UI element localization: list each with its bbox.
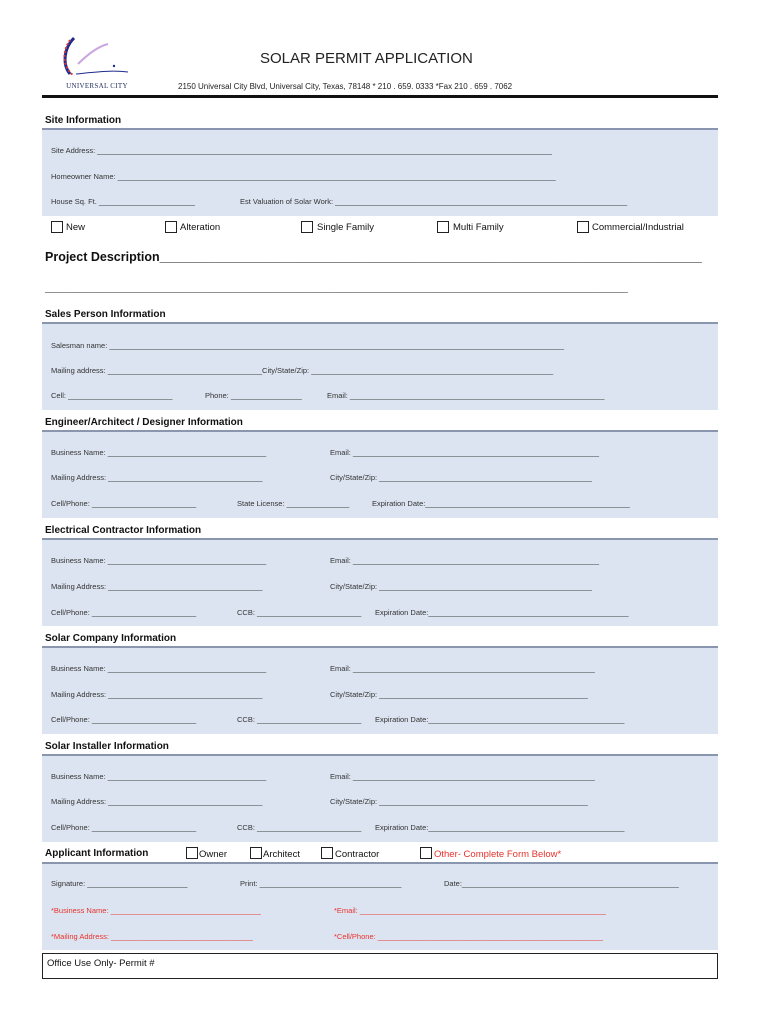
engineer-cell-phone-field[interactable]: Cell/Phone: _________________________ xyxy=(51,499,197,508)
city-address: 2150 Universal City Blvd, Universal City, Texas, 78148 * 210 . 659. 0333 *Fax 210 . 659 . 7062 xyxy=(178,82,513,91)
sales-mailing-address-field[interactable]: Mailing address: _____________________________________City/State/Zip: __________________________________________________________ xyxy=(51,366,554,375)
print-name-field[interactable]: Print: __________________________________ xyxy=(240,879,402,888)
engineer-business-name-field[interactable]: Business Name: ______________________________________ xyxy=(51,448,267,457)
engineer-city-state-zip-field[interactable]: City/State/Zip: ___________________________________________________ xyxy=(330,473,592,482)
engineer-expiration-date-field[interactable]: Expiration Date:_________________________________________________ xyxy=(372,499,630,508)
project-description-line-2[interactable]: ___________________________________________________________________________________________________________________________________ xyxy=(45,284,628,293)
engineer-mailing-address-field[interactable]: Mailing Address: _____________________________________ xyxy=(51,473,263,482)
solar-company-city-state-zip-field[interactable]: City/State/Zip: __________________________________________________ xyxy=(330,690,588,699)
salesman-name-field[interactable]: Salesman name: _____________________________________________________________________________________________________________ xyxy=(51,341,565,350)
solar-installer-city-state-zip-field[interactable]: City/State/Zip: __________________________________________________ xyxy=(330,797,588,806)
commercial-industrial-checkbox-label: Commercial/Industrial xyxy=(592,222,684,233)
date-field[interactable]: Date:____________________________________________________ xyxy=(444,879,679,888)
solar-company-cell-phone-field[interactable]: Cell/Phone: _________________________ xyxy=(51,715,197,724)
engineer-email-field[interactable]: Email: ___________________________________________________________ xyxy=(330,448,600,457)
applicant-business-name-field[interactable]: *Business Name: ____________________________________ xyxy=(51,906,261,915)
site-address-field[interactable]: Site Address: _____________________________________________________________________________________________________________ xyxy=(51,146,552,155)
sales-phone-field[interactable]: Phone: _________________ xyxy=(205,391,302,400)
homeowner-name-field[interactable]: Homeowner Name: _________________________________________________________________________________________________________ xyxy=(51,172,556,181)
electrical-expiration-date-field[interactable]: Expiration Date:________________________________________________ xyxy=(375,608,629,617)
signature-field[interactable]: Signature: ________________________ xyxy=(51,879,188,888)
solar-installer-ccb-field[interactable]: CCB: _________________________ xyxy=(237,823,362,832)
sales-person-heading: Sales Person Information xyxy=(45,309,166,320)
alteration-checkbox-label: Alteration xyxy=(180,222,221,233)
architect-checkbox-label: Architect xyxy=(263,849,300,860)
solar-installer-heading: Solar Installer Information xyxy=(45,741,169,752)
electrical-cell-phone-field[interactable]: Cell/Phone: _________________________ xyxy=(51,608,197,617)
header-divider xyxy=(42,95,718,98)
solar-company-ccb-field[interactable]: CCB: _________________________ xyxy=(237,715,362,724)
alteration-checkbox[interactable] xyxy=(165,221,177,233)
contractor-checkbox-label: Contractor xyxy=(335,849,380,860)
solar-company-email-field[interactable]: Email: __________________________________________________________ xyxy=(330,664,595,673)
commercial-industrial-checkbox[interactable] xyxy=(577,221,589,233)
electrical-city-state-zip-field[interactable]: City/State/Zip: ___________________________________________________ xyxy=(330,582,592,591)
applicant-cell-phone-field[interactable]: *Cell/Phone: ______________________________________________________ xyxy=(334,932,604,941)
solar-company-expiration-date-field[interactable]: Expiration Date:_______________________________________________ xyxy=(375,715,625,724)
solar-installer-mailing-address-field[interactable]: Mailing Address: _____________________________________ xyxy=(51,797,263,806)
solar-installer-cell-phone-field[interactable]: Cell/Phone: _________________________ xyxy=(51,823,197,832)
house-sqft-field[interactable]: House Sq. Ft. _______________________ xyxy=(51,197,195,206)
owner-checkbox-label: Owner xyxy=(199,849,227,860)
other-checkbox[interactable] xyxy=(420,847,432,859)
electrical-ccb-field[interactable]: CCB: _________________________ xyxy=(237,608,362,617)
sales-cell-field[interactable]: Cell: _________________________ xyxy=(51,391,173,400)
electrical-business-name-field[interactable]: Business Name: ______________________________________ xyxy=(51,556,267,565)
solar-installer-expiration-date-field[interactable]: Expiration Date:_______________________________________________ xyxy=(375,823,625,832)
other-checkbox-label: Other- Complete Form Below* xyxy=(434,849,562,860)
electrical-email-field[interactable]: Email: ___________________________________________________________ xyxy=(330,556,600,565)
architect-checkbox[interactable] xyxy=(250,847,262,859)
engineer-state-license-field[interactable]: State License: _______________ xyxy=(237,499,350,508)
applicant-email-field[interactable]: *Email: ___________________________________________________________ xyxy=(334,906,606,915)
solar-company-heading: Solar Company Information xyxy=(45,633,177,644)
electrical-contractor-heading: Electrical Contractor Information xyxy=(45,525,202,536)
engineer-information-heading: Engineer/Architect / Designer Information xyxy=(45,417,243,428)
multi-family-checkbox-label: Multi Family xyxy=(453,222,504,233)
sales-email-field[interactable]: Email: _____________________________________________________________ xyxy=(327,391,605,400)
page-title: SOLAR PERMIT APPLICATION xyxy=(260,50,473,67)
site-information-heading: Site Information xyxy=(45,115,122,126)
project-description-field[interactable]: Project Description______________________________________________________________________________ xyxy=(45,250,702,264)
single-family-checkbox[interactable] xyxy=(301,221,313,233)
contractor-checkbox[interactable] xyxy=(321,847,333,859)
owner-checkbox[interactable] xyxy=(186,847,198,859)
applicant-information-heading: Applicant Information xyxy=(45,848,149,859)
logo-text: UNIVERSAL CITY xyxy=(66,82,128,90)
single-family-checkbox-label: Single Family xyxy=(317,222,375,233)
city-logo xyxy=(56,34,138,96)
solar-company-business-name-field[interactable]: Business Name: ______________________________________ xyxy=(51,664,267,673)
solar-valuation-field[interactable]: Est Valuation of Solar Work: ______________________________________________________________________ xyxy=(240,197,628,206)
solar-company-mailing-address-field[interactable]: Mailing Address: _____________________________________ xyxy=(51,690,263,699)
electrical-mailing-address-field[interactable]: Mailing Address: _____________________________________ xyxy=(51,582,263,591)
office-use-box[interactable] xyxy=(42,953,718,979)
office-use-label: Office Use Only- Permit # xyxy=(47,958,155,969)
solar-installer-email-field[interactable]: Email: __________________________________________________________ xyxy=(330,772,595,781)
solar-installer-business-name-field[interactable]: Business Name: ______________________________________ xyxy=(51,772,267,781)
applicant-mailing-address-field[interactable]: *Mailing Address: __________________________________ xyxy=(51,932,253,941)
new-checkbox-label: New xyxy=(66,222,86,233)
multi-family-checkbox[interactable] xyxy=(437,221,449,233)
new-checkbox[interactable] xyxy=(51,221,63,233)
city-logo-icon xyxy=(56,34,138,82)
